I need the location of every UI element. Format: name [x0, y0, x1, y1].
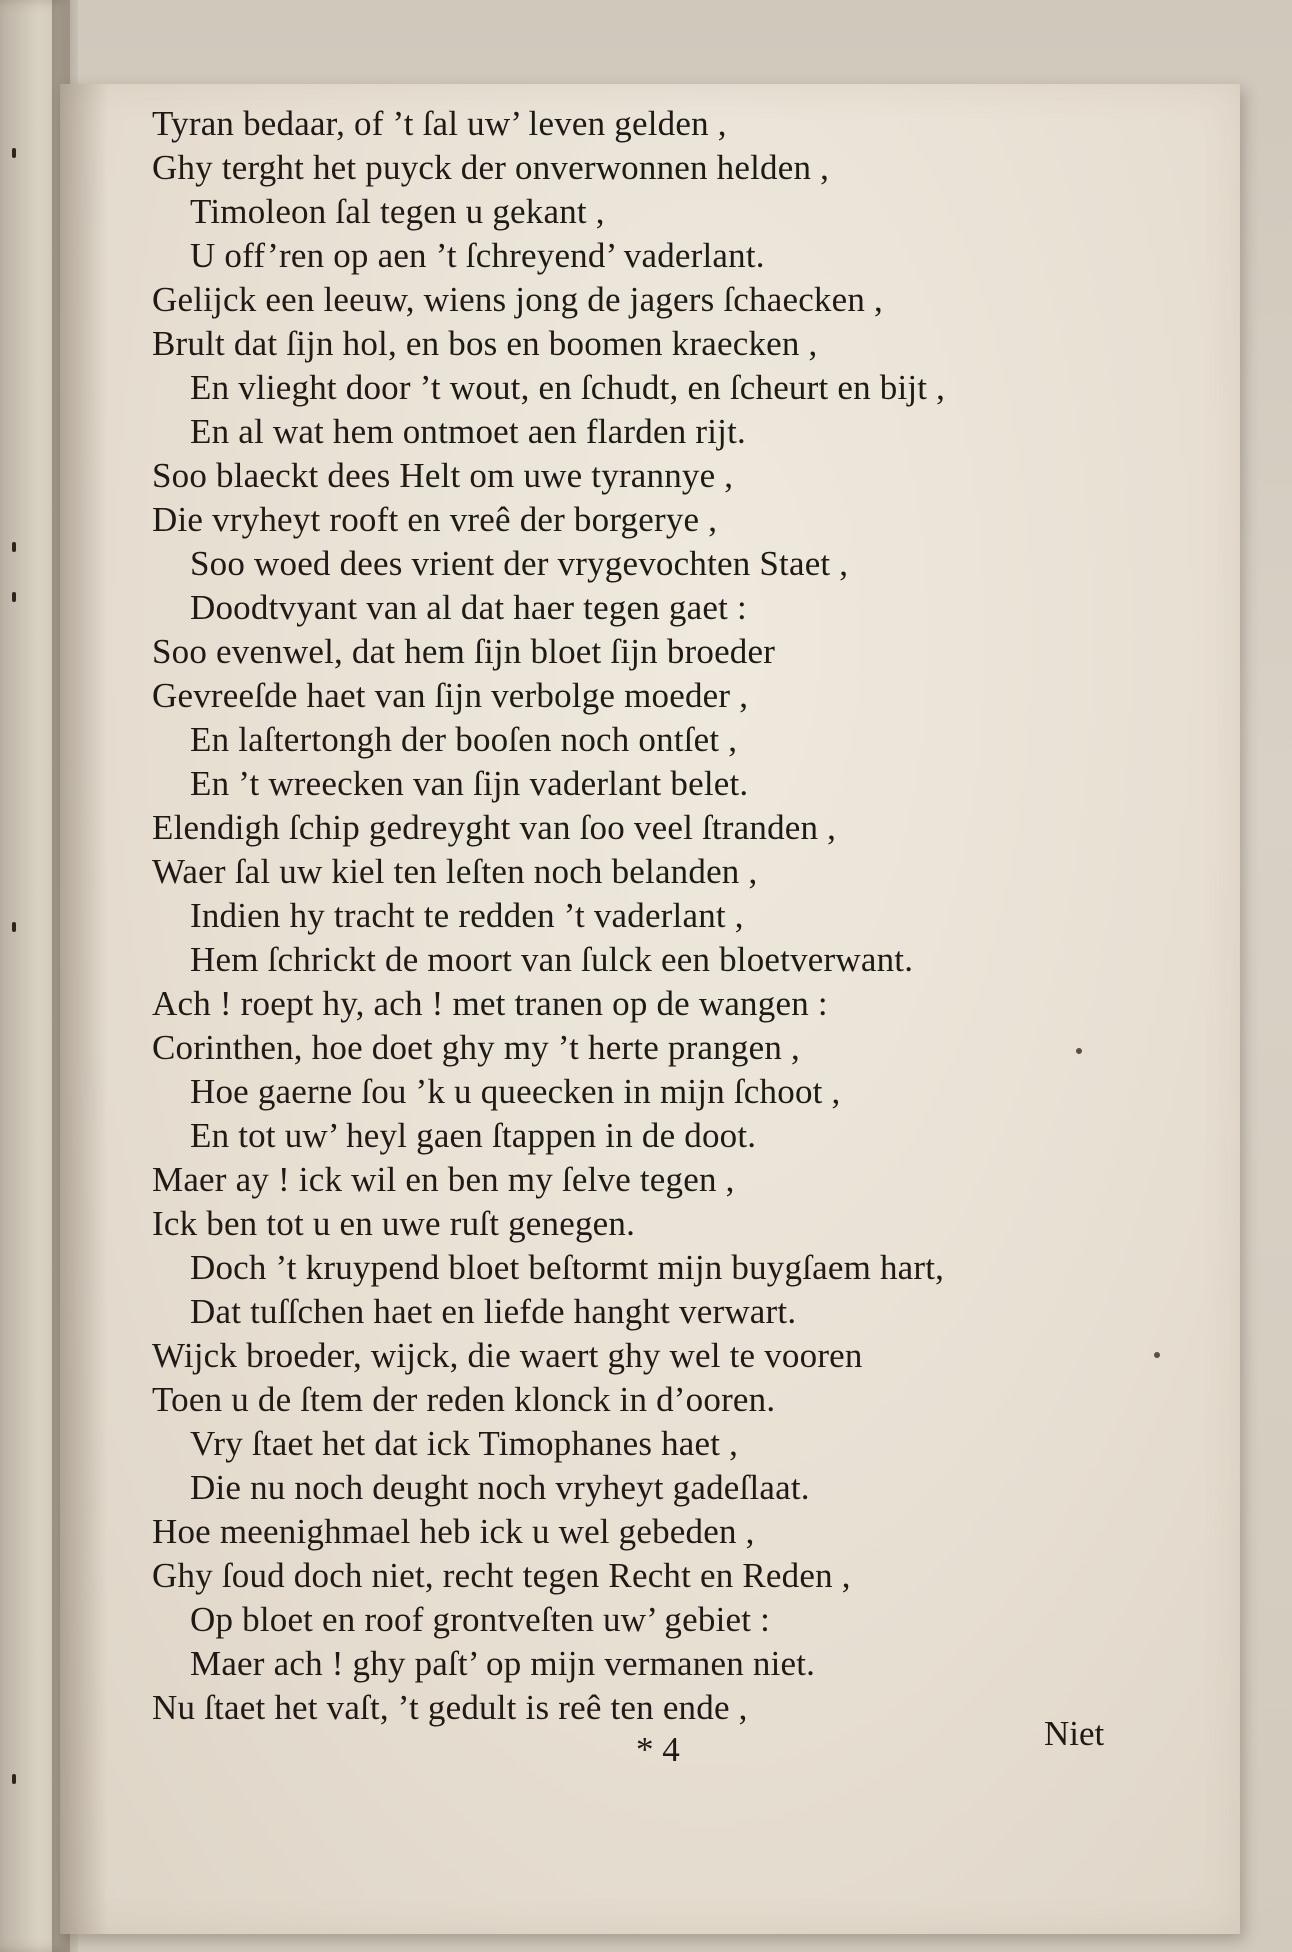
poem-line: Op bloet en roof grontveſten uw’ gebiet :: [190, 1600, 771, 1639]
poem-line: Timoleon ſal tegen u gekant ,: [190, 192, 605, 231]
poem-line: Elendigh ſchip gedreyght van ſoo veel ſtranden ,: [152, 808, 837, 847]
poem-line: Ghy ſoud doch niet, recht tegen Recht en Reden ,: [152, 1556, 851, 1595]
ink-mark: [12, 542, 16, 552]
catchword: Niet: [1044, 1714, 1105, 1753]
poem-line: Doch ’t kruypend bloet beſtormt mijn buygſaem hart,: [190, 1248, 945, 1287]
poem-line: En ’t wreecken van ſijn vaderlant belet.: [190, 764, 749, 803]
poem-line: Soo evenwel, dat hem ſijn bloet ſijn broeder: [152, 632, 776, 671]
poem-line: Doodtvyant van al dat haer tegen gaet :: [190, 588, 747, 627]
poem-line: Gelijck een leeuw, wiens jong de jagers ſchaecken ,: [152, 280, 883, 319]
poem-line: Soo blaeckt dees Helt om uwe tyrannye ,: [152, 456, 734, 495]
poem-line: Hoe meenighmael heb ick u wel gebeden ,: [152, 1512, 755, 1551]
poem-line: Brult dat ſijn hol, en bos en boomen kraecken ,: [152, 324, 818, 363]
poem-line: En al wat hem ontmoet aen flarden rijt.: [190, 412, 746, 451]
ink-mark: [12, 1774, 16, 1784]
poem-line: Soo woed dees vrient der vrygevochten Staet ,: [190, 544, 849, 583]
poem-line: Gevreeſde haet van ſijn verbolge moeder ,: [152, 676, 749, 715]
poem-text: [152, 102, 1192, 1730]
poem-line: Wijck broeder, wijck, die waert ghy wel te vooren: [152, 1336, 863, 1375]
page-spine-shadow: [60, 84, 108, 1934]
ink-mark: [12, 148, 16, 158]
poem-line: Hoe gaerne ſou ’k u queecken in mijn ſchoot ,: [190, 1072, 841, 1111]
ink-mark: [12, 922, 16, 932]
poem-line: Tyran bedaar, of ’t ſal uw’ leven gelden ,: [152, 104, 727, 143]
poem-line: U off’ren op aen ’t ſchreyend’ vaderlant.: [190, 236, 765, 275]
poem-line: Vry ſtaet het dat ick Timophanes haet ,: [190, 1424, 739, 1463]
poem-line: Die vryheyt rooft en vreê der borgerye ,: [152, 500, 718, 539]
poem-line: Dat tuſſchen haet en liefde hanght verwart.: [190, 1292, 797, 1331]
book-page: [60, 84, 1240, 1934]
poem-line: Toen u de ſtem der reden klonck in d’ooren.: [152, 1380, 776, 1419]
poem-line: Ghy terght het puyck der onverwonnen helden ,: [152, 148, 830, 187]
poem-line: En vlieght door ’t wout, en ſchudt, en ſcheurt en bijt ,: [190, 368, 946, 407]
poem-line: Ick ben tot u en uwe ruſt genegen.: [152, 1204, 636, 1243]
poem-line: Maer ay ! ick wil en ben my ſelve tegen ,: [152, 1160, 735, 1199]
poem-line: Die nu noch deught noch vryheyt gadeſlaat.: [190, 1468, 810, 1507]
poem-line: En tot uw’ heyl gaen ſtappen in de doot.: [190, 1116, 757, 1155]
poem-line: Hem ſchrickt de moort van ſulck een bloetverwant.: [190, 940, 914, 979]
poem-line: Indien hy tracht te redden ’t vaderlant ,: [190, 896, 744, 935]
poem-line: Ach ! roept hy, ach ! met tranen op de wangen :: [152, 984, 828, 1023]
poem-line: Corinthen, hoe doet ghy my ’t herte prangen ,: [152, 1028, 800, 1067]
ink-mark: [12, 592, 16, 602]
poem-line: Nu ſtaet het vaſt, ’t gedult is reê ten ende ,: [152, 1688, 748, 1727]
poem-line: Waer ſal uw kiel ten leſten noch belanden ,: [152, 852, 758, 891]
poem-line: Maer ach ! ghy paſt’ op mijn vermanen niet.: [190, 1644, 816, 1683]
poem-line: En laſtertongh der booſen noch ontſet ,: [190, 720, 738, 759]
signature-mark: * 4: [636, 1730, 680, 1769]
